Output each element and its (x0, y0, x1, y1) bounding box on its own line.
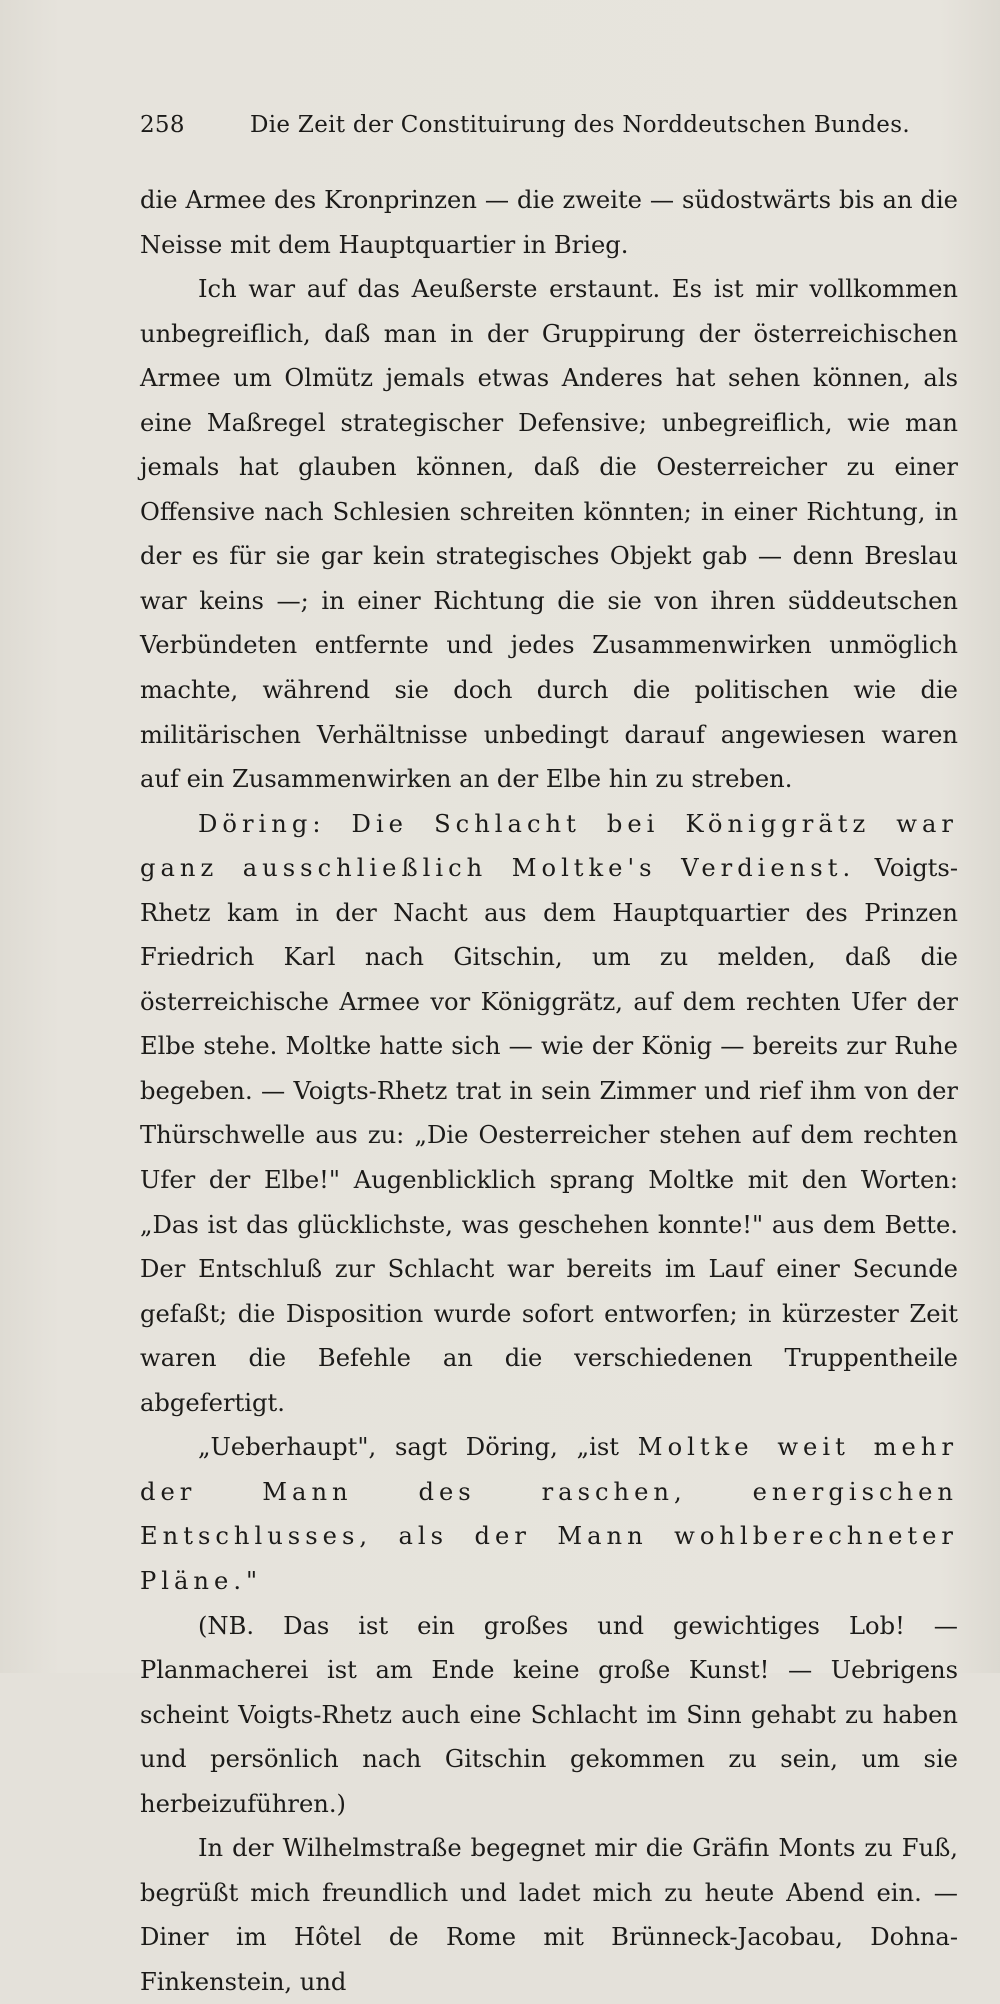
paragraph-text: Voigts-Rhetz kam in der Nacht aus dem Hauptquartier des Prinzen Friedrich Karl nach Gitschin, um zu melden, daß die österreichische Armee vor Königgrätz, auf dem rechten Ufer der Elbe stehe. Moltke hatte sich — wie der König — bereits zur Ruhe begeben. — Voigts-Rhetz trat in sein Zimmer und rief ihm von der Thürschwelle aus zu: „Die Oesterreicher stehen auf dem rechten Ufer der Elbe!" Augenblicklich sprang Moltke mit den Worten: „Das ist das glücklichste, was geschehen konnte!" aus dem Bette. Der Entschluß zur Schlacht war bereits im Lauf einer Secunde gefaßt; die Disposition wurde sofort entworfen; in kürzester Zeit waren die Befehle an die verschiedenen Truppentheile abgefertigt. (140, 854, 958, 1417)
paragraph-note (140, 1604, 958, 1827)
paragraph-text: „Ueberhaupt", sagt Döring, „ist (198, 1433, 638, 1462)
paragraph-astonishment (140, 267, 958, 802)
spaced-emphasis: Döring: Die Schlacht bei Königgrätz war ganz ausschließlich Moltke's Verdienst. (140, 809, 958, 883)
page-number: 258 (140, 112, 185, 138)
paragraph-doering-quote (140, 1425, 958, 1603)
body-text (140, 178, 958, 2004)
paragraph-text: " (246, 1566, 258, 1595)
page-header (140, 112, 920, 152)
paragraph-text: Ich war auf das Aeußerste erstaunt. Es ist mir vollkommen unbegreiflich, daß man in der Gruppirung der österreichischen Armee um Olmütz jemals etwas Anderes hat sehen können, als eine Maßregel strategischer Defensive; unbegreiflich, wie man jemals hat glauben können, daß die Oesterreicher zu einer Offensive nach Schlesien schreiten könnten; in einer Richtung, in der es für sie gar kein strategisches Objekt gab — denn Breslau war keins —; in einer Richtung die sie von ihren süddeutschen Verbündeten entfernte und jedes Zusammenwirken unmöglich machte, während sie doch durch die politischen wie die militärischen Verhältnisse unbedingt darauf angewiesen waren auf ein Zusammenwirken an der Elbe hin zu streben. (140, 275, 958, 794)
paragraph-text: In der Wilhelmstraße begegnet mir die Gräfin Monts zu Fuß, begrüßt mich freundlich und ladet mich zu heute Abend ein. — Diner im Hôtel de Rome mit Brünneck-Jacobau, Dohna-Finkenstein, und (140, 1834, 958, 1996)
paragraph-text: die Armee des Kronprinzen — die zweite — südostwärts bis an die Neisse mit dem Hauptquartier in Brieg. (140, 186, 958, 259)
paragraph-continuation (140, 178, 958, 267)
spaced-emphasis: Moltke weit mehr der Mann des raschen, energischen Entschlusses, als der Mann wohlberechneter Pläne. (140, 1433, 958, 1595)
running-title: Die Zeit der Constituirung des Norddeutschen Bundes. (250, 112, 910, 138)
paragraph-text: (NB. Das ist ein großes und gewichtiges Lob! — Planmacherei ist am Ende keine große Kunst! — Uebrigens scheint Voigts-Rhetz auch eine Schlacht im Sinn gehabt zu haben und persönlich nach Gitschin gekommen zu sein, um sie herbeizuführen.) (140, 1611, 958, 1818)
paragraph-doering-koeniggraetz (140, 802, 958, 1426)
paragraph-wilhelmstrasse (140, 1826, 958, 2004)
